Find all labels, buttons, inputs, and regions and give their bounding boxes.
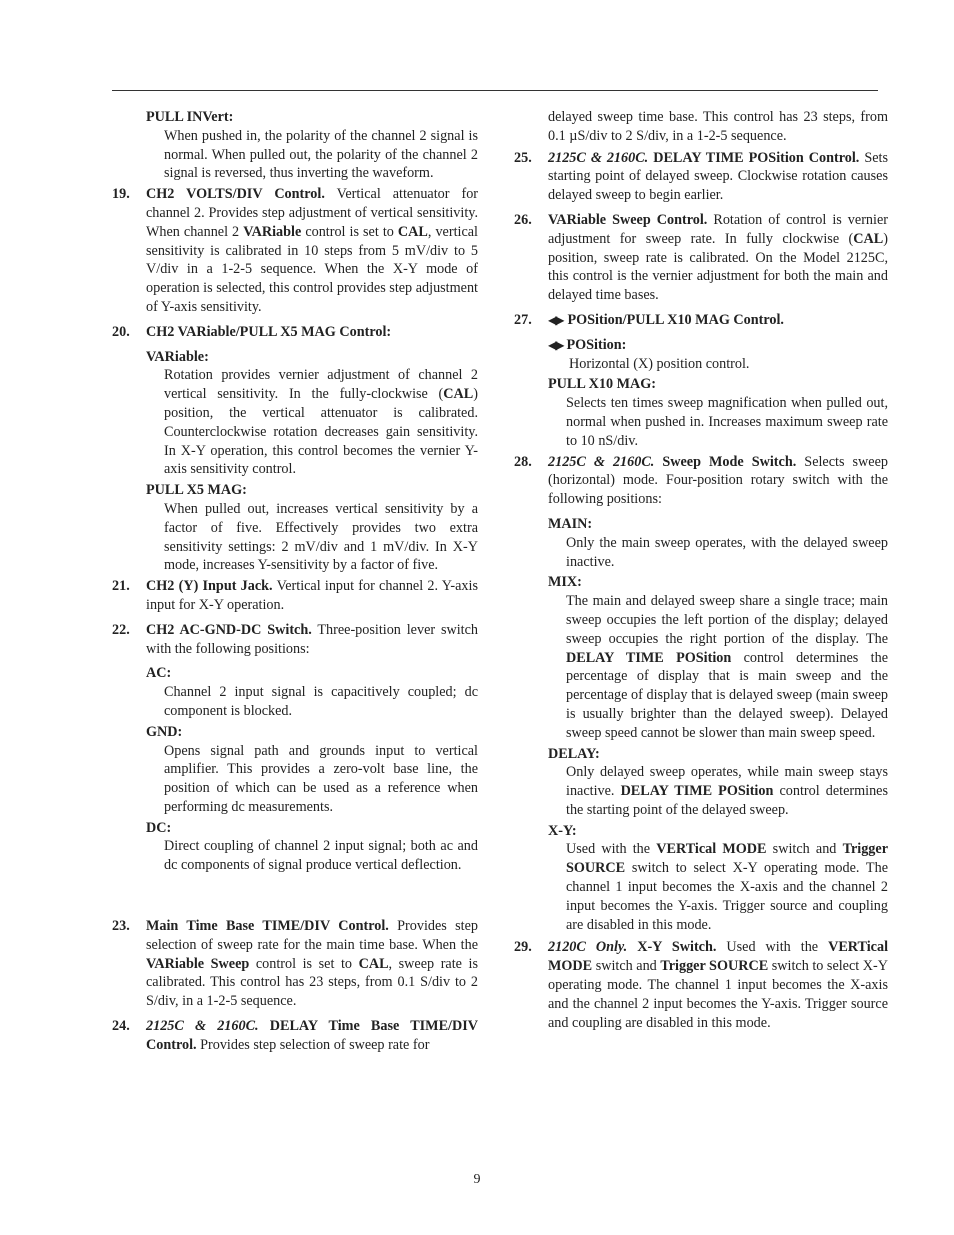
item-19 <box>112 185 478 317</box>
xy-text: Used with the VERTical MODE switch and Trigger SOURCE switch to select X-Y operating mode. The channel 1 input becomes the X-axis and the channel 2 input becomes the Y-axis. Trigger source and coupling are disabled in this mode. <box>566 841 888 933</box>
item-29: 29. 2120C Only. X-Y Switch. Used with the VERTical MODE switch and Trigger SOURCE switch to select X-Y operating mode. The channel 1 input becomes the X-axis and the channel 2 input becomes the Y-axis. Trigger source and coupling are disabled in this mode. <box>514 939 889 1031</box>
item-22 <box>112 621 478 659</box>
item-20 <box>112 323 478 342</box>
item-number: 22. <box>112 621 130 638</box>
horizontal-arrows-icon: ◀▶ <box>548 312 563 327</box>
item-number: 23. <box>112 918 130 935</box>
dc-heading: DC: <box>146 819 172 836</box>
item-text: Selects sweep (horizontal) mode. Four-position rotary switch with the following positions: <box>548 453 888 508</box>
item-title: Sweep Mode Switch. <box>654 453 797 470</box>
item-title: CH2 AC-GND-DC Switch. <box>146 621 312 638</box>
pull-invert-heading: PULL INVert: <box>146 109 234 125</box>
item-bold: VARiable <box>243 223 302 240</box>
item-28 <box>514 453 888 509</box>
item-title: VARiable Sweep Control. <box>548 211 708 228</box>
page-number: 9 <box>473 1172 481 1187</box>
main-heading: MAIN: <box>548 515 593 532</box>
ac-heading: AC: <box>146 665 172 682</box>
position-heading: ◀▶ POSition: <box>548 336 627 353</box>
xy-heading: X-Y: <box>548 822 577 839</box>
item-title: CH2 VOLTS/DIV Control. <box>146 186 325 203</box>
item-text: Sets starting point of delayed sweep. Clockwise rotation causes delayed sweep to begin earlier. <box>548 149 888 204</box>
item-text: Vertical attenuator for channel 2. Provides step adjustment of vertical sensitivity. When channel 2 <box>146 186 479 240</box>
pull-invert-text: When pushed in, the polarity of the channel 2 signal is normal. When pulled out, the polarity of the channel 2 signal is reversed, thus inverting the waveform. <box>164 127 478 182</box>
ac-text: Channel 2 input signal is capacitively coupled; dc component is blocked. <box>164 684 478 719</box>
item-24 <box>112 1017 478 1055</box>
item-models: 2120C Only. <box>548 939 628 956</box>
pull-x5-heading: PULL X5 MAG: <box>146 482 247 499</box>
item-title: DELAY Time Base TIME/DIV Control. <box>146 1018 478 1053</box>
item-title: CH2 (Y) Input Jack. <box>146 578 273 595</box>
item-21 <box>112 577 478 615</box>
position-text: Horizontal (X) position control. <box>569 355 750 372</box>
item-27 <box>514 311 888 330</box>
item-models: 2125C & 2160C. <box>146 1018 259 1035</box>
item-number: 28. <box>514 453 532 470</box>
item-number: 19. <box>112 186 130 203</box>
item-text: Three-position lever switch with the following positions: <box>146 621 478 657</box>
variable-heading: VARiable: <box>146 348 209 365</box>
item-title: DELAY TIME POSition Control. <box>648 149 860 166</box>
item-number: 20. <box>112 323 130 340</box>
pull-x10-text: Selects ten times sweep magnification when pulled out, normal when pushed in. Increases maximum sweep rate to 10 nS/div. <box>566 395 888 449</box>
item-number: 29. <box>514 939 532 956</box>
right-column <box>514 108 888 1032</box>
item-title: CH2 VARiable/PULL X5 MAG Control: <box>146 323 392 340</box>
item-text: Vertical input for channel 2. Y-axis input for X-Y operation. <box>146 578 478 613</box>
gnd-text: Opens signal path and grounds input to vertical amplifier. This provides a zero-volt base line, the position of which can be used as a reference when performing dc measurements. <box>164 742 478 815</box>
item-number: 25. <box>514 149 532 166</box>
mix-heading: MIX: <box>548 574 582 591</box>
horizontal-arrows-icon: ◀▶ <box>548 337 563 352</box>
variable-text: Rotation provides vernier adjustment of channel 2 vertical sensitivity. In the fully-clockwise (CAL) position, the vertical attenuator is calibrated. Counterclockwise rotation decreases gain sensitivity. In X-Y operation, this control becomes the vernier Y-axis sensitivity control. <box>164 367 478 478</box>
item-number: 21. <box>112 578 130 595</box>
item-bold: CAL <box>397 223 428 240</box>
item-title: POSition/PULL X10 MAG Control. <box>567 311 784 328</box>
item-title: X-Y Switch. <box>627 939 717 956</box>
item-text: Provides step selection of sweep rate for <box>196 1036 430 1053</box>
item-models: 2125C & 2160C. <box>548 149 649 166</box>
item-23: 23. Main Time Base TIME/DIV Control. Provides step selection of sweep rate for the main time base. When the VARiable Sweep control is set to CAL, sweep rate is calibrated. This control has 23 steps, from 0.1 S/div to 2 S/div, in a 1-2-5 sequence. <box>112 918 478 1010</box>
left-column <box>112 108 478 1055</box>
item-models: 2125C & 2160C. <box>548 453 655 470</box>
item-title: Main Time Base TIME/DIV Control. <box>146 918 389 935</box>
item-26: 26. VARiable Sweep Control. Rotation of control is vernier adjustment for sweep rate. In fully clockwise (CAL) position, sweep rate is calibrated. On the Model 2125C, this control is the vernier adjustment for both the main and delayed time bases. <box>514 211 888 304</box>
gnd-heading: GND: <box>146 723 183 740</box>
item-24-continued: delayed sweep time base. This control has 23 steps, from 0.1 µS/div to 2 S/div, in a 1-2-5 sequence. <box>548 109 888 144</box>
item-number: 27. <box>514 311 532 328</box>
item-text: control is set to <box>301 223 398 240</box>
item-text: , vertical sensitivity is calibrated in 10 steps from 5 mV/div to 5 V/div in a 1-2-5 sequence. When the X-Y mode of operation is selected, this control provides step adjustment of Y-axis sensitivity. <box>146 223 478 315</box>
item-number: 26. <box>514 211 532 228</box>
item-number: 24. <box>112 1018 130 1035</box>
header-rule <box>112 90 878 91</box>
main-text: Only the main sweep operates, with the delayed sweep inactive. <box>566 534 888 570</box>
pull-x5-text: When pulled out, increases vertical sensitivity by a factor of five. Effectively provides two extra sensitivity settings: 2 mV/div and 1 mV/div. In X-Y mode, increases Y-sensitivity by a factor of five. <box>164 500 478 574</box>
pull-x10-heading: PULL X10 MAG: <box>548 376 656 393</box>
mix-text: The main and delayed sweep share a single trace; main sweep occupies the left portion of the display; delayed sweep occupies the right portion of the display. The DELAY TIME POSition control determines the percentage of display that is main sweep and the percentage of display that is delayed sweep (main sweep is usually brighter than the delayed sweep). Delayed sweep speed cannot be slower than main sweep speed. <box>566 593 888 741</box>
delay-text: Only delayed sweep operates, while main sweep stays inactive. DELAY TIME POSition control determines the starting point of the delayed sweep. <box>566 764 889 818</box>
dc-text: Direct coupling of channel 2 input signal; both ac and dc components of signal produce vertical deflection. <box>164 838 478 874</box>
item-25 <box>514 149 888 205</box>
delay-heading: DELAY: <box>548 745 600 762</box>
